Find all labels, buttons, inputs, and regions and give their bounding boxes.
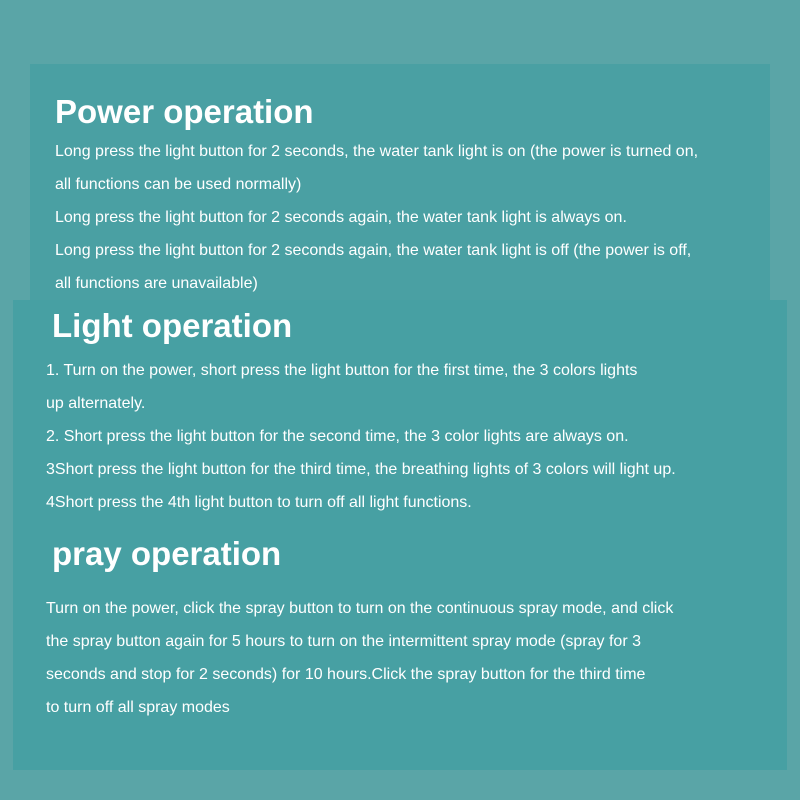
spray-operation-heading: pray operation <box>52 535 282 572</box>
light-line-2: up alternately. <box>46 395 146 412</box>
power-line-5: all functions are unavailable) <box>55 275 258 292</box>
light-line-5: 4Short press the 4th light button to turn off all light functions. <box>46 494 472 511</box>
spray-line-4: to turn off all spray modes <box>46 699 230 716</box>
spray-line-3: seconds and stop for 2 seconds) for 10 hours.Click the spray button for the third time <box>46 666 646 683</box>
power-line-2: all functions can be used normally) <box>55 176 302 193</box>
spray-line-1: Turn on the power, click the spray button to turn on the continuous spray mode, and click <box>46 600 674 617</box>
power-line-3: Long press the light button for 2 seconds again, the water tank light is always on. <box>55 209 627 226</box>
light-line-1: 1. Turn on the power, short press the light button for the first time, the 3 colors lights <box>46 362 638 379</box>
spray-line-2: the spray button again for 5 hours to turn on the intermittent spray mode (spray for 3 <box>46 633 641 650</box>
light-line-3: 2. Short press the light button for the second time, the 3 color lights are always on. <box>46 428 629 445</box>
power-operation-heading: Power operation <box>55 93 314 130</box>
power-line-4: Long press the light button for 2 seconds again, the water tank light is off (the power is off, <box>55 242 692 259</box>
light-operation-heading: Light operation <box>52 307 293 344</box>
light-line-4: 3Short press the light button for the third time, the breathing lights of 3 colors will light up. <box>46 461 676 478</box>
power-line-1: Long press the light button for 2 seconds, the water tank light is on (the power is turned on, <box>55 143 699 160</box>
